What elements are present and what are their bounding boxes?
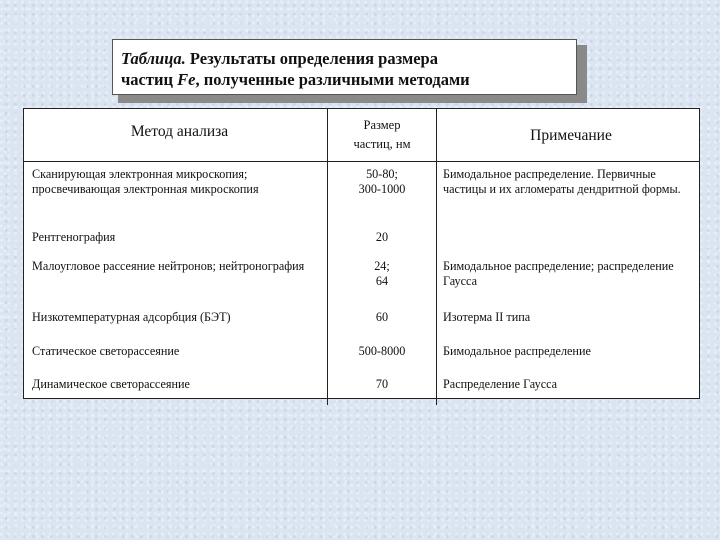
- row-size: [328, 230, 437, 259]
- row-size: [328, 259, 437, 310]
- row-note: Бимодальное распределение; распределение Гаусса: [443, 259, 674, 288]
- table-row: [24, 344, 699, 377]
- row-method: Статическое светорассеяние: [24, 344, 328, 377]
- table-header-row: [24, 109, 699, 162]
- caption-line-2: [121, 69, 576, 90]
- row-size: [328, 162, 437, 231]
- row-method: Рентгенография: [24, 230, 328, 259]
- caption-line2-pre: частиц: [121, 70, 178, 89]
- row-note: Бимодальное распределение. Первичные частицы и их агломераты дендритной формы.: [443, 167, 681, 196]
- caption-line2-post: , полученные различными методами: [195, 70, 470, 89]
- table-caption: [112, 39, 577, 95]
- row-note: Изотерма II типа: [443, 310, 531, 324]
- header-size-line2: частиц, нм: [353, 137, 411, 151]
- table-row: [24, 377, 699, 405]
- row-size-line1: 20: [375, 230, 389, 244]
- table-row: [24, 230, 699, 259]
- row-size-line1: 50-80;: [366, 167, 398, 181]
- caption-lead: Таблица.: [121, 49, 186, 68]
- table-row: [24, 162, 699, 231]
- caption-element: Fe: [177, 70, 196, 89]
- header-size: [328, 109, 437, 162]
- table-row: [24, 259, 699, 310]
- results-table: [23, 108, 700, 399]
- row-size: [328, 377, 437, 405]
- row-method: Сканирующая электронная микроскопия; просвечивающая электронная микроскопия: [24, 162, 328, 231]
- row-size: [328, 344, 437, 377]
- row-size-line1: 60: [375, 310, 389, 324]
- table-row: [24, 310, 699, 344]
- row-size-line1: 500-8000: [358, 344, 406, 358]
- caption-line-1: [121, 48, 576, 69]
- row-size-line2: 300-1000: [358, 182, 406, 196]
- row-size-line1: 70: [375, 377, 389, 391]
- row-size-line1: 24;: [374, 259, 390, 273]
- row-method: Малоугловое рассеяние нейтронов; нейтронография: [24, 259, 328, 310]
- caption-line1-text: Результаты определения размера: [189, 49, 438, 68]
- row-method: Динамическое светорассеяние: [24, 377, 328, 405]
- row-note: Бимодальное распределение: [443, 344, 591, 358]
- row-size: [328, 310, 437, 344]
- row-size-line2: 64: [375, 274, 389, 288]
- header-note: Примечание: [437, 109, 700, 162]
- header-size-line1: Размер: [363, 118, 401, 132]
- row-note: [437, 230, 700, 259]
- row-method: Низкотемпературная адсорбция (БЭТ): [24, 310, 328, 344]
- row-note: Распределение Гаусса: [443, 377, 558, 391]
- header-method: Метод анализа: [24, 109, 328, 162]
